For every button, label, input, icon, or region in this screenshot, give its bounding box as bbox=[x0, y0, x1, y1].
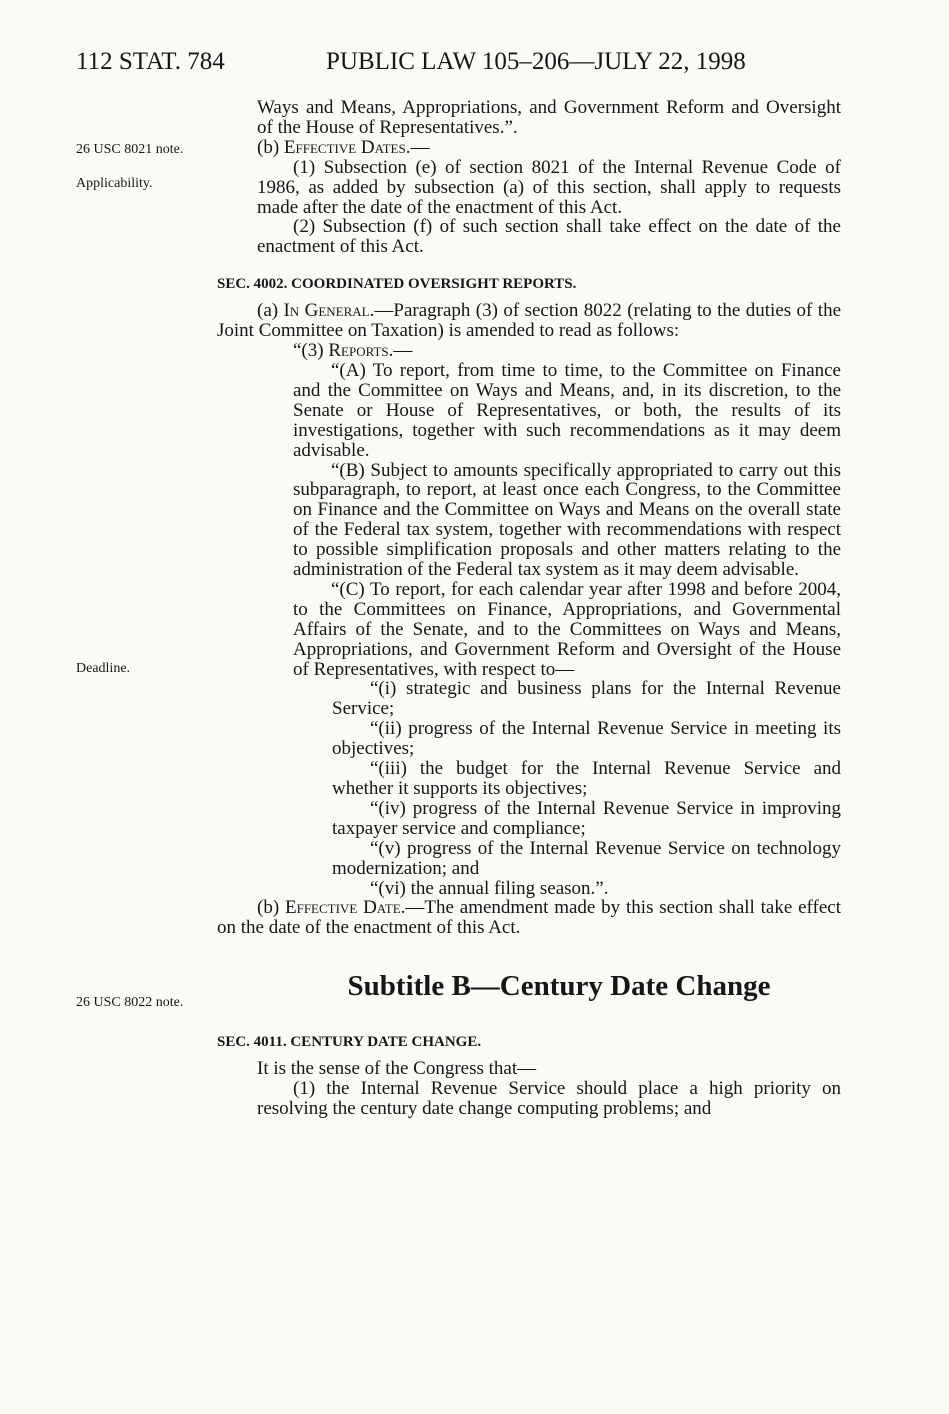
margin-note-deadline: Deadline. bbox=[76, 661, 131, 676]
margin-note-usc-8022: 26 USC 8022 note. bbox=[76, 995, 184, 1010]
paragraph-reports bbox=[293, 341, 841, 361]
paragraph-effective-dates bbox=[257, 138, 841, 158]
paragraph-dash: — bbox=[393, 340, 413, 362]
subparagraph-c: “(C) To report, for each calendar year after 1998 and before 2004, to the Committees on Finance, Appropriations, and Governmental Affairs of the Senate, and to the Committees on Ways and Means, Appropriations, and Government Reform and Oversight of the House of Representatives, with respect to— bbox=[293, 578, 841, 680]
margin-note-applicability: Applicability. bbox=[76, 176, 153, 191]
clause-iv: “(iv) progress of the Internal Revenue Service in improving taxpayer service and compliance; bbox=[332, 797, 841, 839]
clause-vi: “(vi) the annual filing season.”. bbox=[370, 877, 609, 899]
page-body bbox=[217, 98, 841, 1119]
paragraph-in-general bbox=[217, 301, 841, 341]
clause-i: “(i) strategic and business plans for the Internal Revenue Service; bbox=[332, 678, 841, 720]
paragraph-label: (b) bbox=[257, 897, 285, 919]
paragraph-heading: Reports. bbox=[328, 340, 394, 362]
subtitle-heading: Subtitle B—Century Date Change bbox=[347, 970, 771, 1003]
paragraph-heading: Effective Dates. bbox=[283, 136, 411, 158]
paragraph-effective-date bbox=[217, 898, 841, 938]
page-title: PUBLIC LAW 105–206—JULY 22, 1998 bbox=[326, 48, 746, 75]
paragraph-heading: In General. bbox=[283, 300, 375, 322]
clause-iii: “(iii) the budget for the Internal Revenue Service and whether it supports its objectives; bbox=[332, 758, 841, 799]
paragraph-label: (a) bbox=[257, 300, 284, 322]
clause-v: “(v) progress of the Internal Revenue Service on technology modernization; and bbox=[332, 837, 841, 879]
paragraph-text: —Paragraph (3) of section 8022 (relating to the duties of the Joint Committee on Taxation) is amended to read as follows: bbox=[217, 300, 842, 342]
paragraph-heading: Effective Date. bbox=[284, 897, 406, 919]
subparagraph-b: “(B) Subject to amounts specifically appropriated to carry out this subparagraph, to report, at least once each Congress, to the Committee on Finance and the Committee on Ways and Means on the overall state of the Federal tax system, together with recommendations with respect to possible simplification proposals and other matters relating to the administration of the Federal tax system as it may deem advisable. bbox=[293, 459, 841, 581]
subparagraph-a: “(A) To report, from time to time, to the Committee on Finance and the Committee on Ways and Means, and, in its discretion, to the Senate or House of Representatives, or both, the results of its investigations, together with such recommendations as it may deem advisable. bbox=[293, 359, 841, 461]
paragraph-continuation: Ways and Means, Appropriations, and Government Reform and Oversight of the House of Representatives.”. bbox=[257, 97, 841, 138]
paragraph-text: —The amendment made by this section shall take effect on the date of the enactment of this Act. bbox=[217, 897, 841, 939]
clause-ii: “(ii) progress of the Internal Revenue Service in meeting its objectives; bbox=[332, 718, 841, 760]
paragraph-dash: — bbox=[410, 136, 430, 158]
paragraph-sense-of-congress: It is the sense of the Congress that— bbox=[257, 1058, 537, 1080]
paragraph-item-1: (1) Subsection (e) of section 8021 of the Internal Revenue Code of 1986, as added by subsection (a) of this section, shall apply to requests made after the date of the enactment of this Act. bbox=[257, 156, 841, 218]
section-heading-4011: SEC. 4011. CENTURY DATE CHANGE. bbox=[217, 1034, 482, 1051]
stat-reference: 112 STAT. 784 bbox=[76, 48, 225, 75]
paragraph-item-1-century: (1) the Internal Revenue Service should place a high priority on resolving the century date change computing problems; and bbox=[257, 1078, 841, 1120]
margin-note-usc-8021: 26 USC 8021 note. bbox=[76, 142, 184, 157]
section-heading-4002: SEC. 4002. COORDINATED OVERSIGHT REPORTS. bbox=[217, 276, 577, 293]
paragraph-item-2: (2) Subsection (f) of such section shall take effect on the date of the enactment of this Act. bbox=[257, 216, 841, 258]
paragraph-label: “(3) bbox=[293, 340, 329, 362]
paragraph-label: (b) bbox=[257, 136, 284, 158]
